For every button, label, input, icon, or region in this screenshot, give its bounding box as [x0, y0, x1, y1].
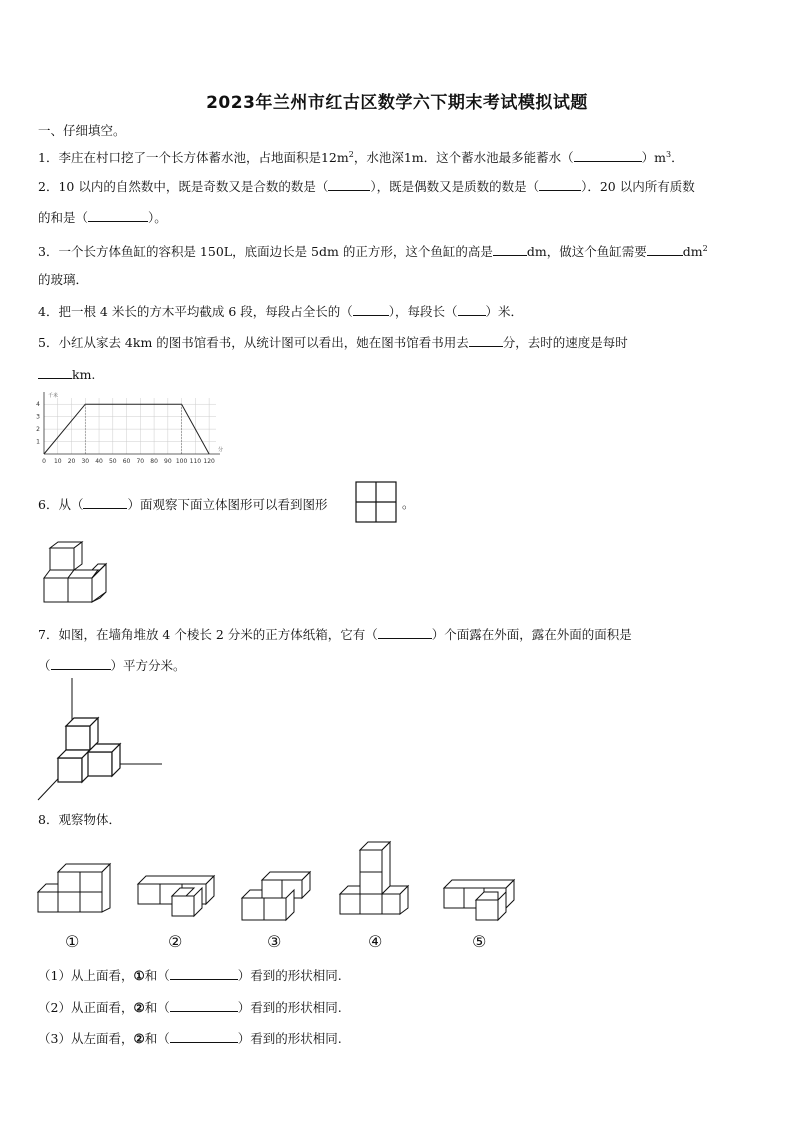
q1-sup-volume: 3: [666, 150, 672, 159]
y-tick-label: 1: [36, 438, 40, 446]
figure-label-3: ③: [267, 932, 282, 951]
section-heading: 一、仔细填空。: [38, 123, 126, 138]
q8-sub1-text-c: ）看到的形状相同.: [237, 968, 342, 983]
q8-figure-4: [338, 842, 412, 918]
q8-figure-2: [136, 872, 218, 920]
q3-text-a: 3．一个长方体鱼缸的容积是 150L，底面边长是 5dm 的正方形，这个鱼缸的高是: [38, 244, 493, 260]
q8-sub1-text-b: 和（: [144, 968, 170, 983]
question-5-line-1: [38, 334, 628, 351]
answer-blank[interactable]: [170, 967, 238, 980]
x-tick-label: 120: [203, 458, 215, 465]
q8-sub-3: [38, 1030, 342, 1047]
q6-cube-stack-figure: [40, 540, 110, 606]
q3-text-c: dm: [682, 244, 703, 260]
q1-text-c: ，水池深: [353, 150, 404, 166]
q7-text-d: ）平方分米。: [110, 658, 186, 673]
q1-sup-area: 2: [348, 150, 354, 159]
q7-text-b: ）个面露在外面，露在外面的面积是: [431, 627, 632, 642]
x-tick-label: 110: [189, 458, 202, 465]
answer-blank[interactable]: [493, 243, 527, 256]
x-tick-label: 20: [67, 458, 76, 465]
q4-text-b: ），每段长（: [388, 304, 458, 319]
y-axis-label: 千米: [48, 393, 59, 399]
answer-blank[interactable]: [170, 999, 238, 1012]
q3-sup: 2: [702, 244, 708, 253]
answer-blank[interactable]: [51, 657, 111, 670]
answer-blank[interactable]: [38, 366, 72, 379]
q6-text-a: 6．从（: [38, 497, 84, 512]
q8-sub2-ref: ②: [133, 1000, 145, 1015]
figure-label-5: ⑤: [472, 932, 487, 951]
q8-figure-1: [36, 860, 112, 916]
x-tick-label: 70: [136, 458, 145, 465]
question-7-line-2: [38, 657, 186, 674]
q8-sub3-text-a: （3）从左面看，: [38, 1031, 134, 1046]
question-6: [38, 496, 327, 513]
q5-text-c: km.: [72, 367, 96, 382]
answer-blank[interactable]: [378, 626, 432, 639]
question-5-line-2: [38, 366, 95, 383]
x-tick-label: 0: [42, 458, 46, 465]
q7-text-c: （: [38, 658, 51, 673]
answer-blank[interactable]: [88, 209, 148, 222]
q8-sub1-ref: ①: [133, 968, 145, 983]
q2-text-a: 2．10 以内的自然数中，既是奇数又是合数的数是（: [38, 179, 329, 194]
q6-end-punct: 。: [402, 496, 415, 511]
q8-sub3-text-b: 和（: [144, 1031, 170, 1046]
q5-text-a: 5．小红从家去 4km 的图书馆看书，从统计图可以看出，她在图书馆看书用去: [38, 335, 469, 350]
figure-label-1: ①: [65, 932, 80, 951]
x-tick-label: 40: [95, 458, 103, 465]
q4-text-c: ）米．: [485, 304, 524, 319]
figure-label-4: ④: [368, 932, 383, 951]
q8-sub-2: [38, 999, 342, 1016]
q1-text-e: ）m: [641, 150, 667, 166]
question-1: [38, 147, 684, 166]
x-tick-label: 10: [53, 458, 62, 465]
x-axis-label: 分: [218, 447, 224, 453]
q1-text-b: 12m: [320, 150, 349, 166]
question-7-line-1: [38, 626, 632, 643]
answer-blank[interactable]: [647, 243, 683, 256]
answer-blank[interactable]: [539, 178, 581, 191]
x-tick-label: 60: [122, 458, 131, 465]
q8-sub3-ref: ②: [133, 1031, 145, 1046]
answer-blank[interactable]: [170, 1030, 238, 1043]
answer-blank[interactable]: [83, 496, 127, 509]
q1-text-f: ．: [671, 150, 684, 166]
x-tick-label: 100: [175, 458, 188, 465]
x-tick-label: 80: [150, 458, 158, 465]
q2-text-e: ）。: [148, 210, 167, 225]
q6-text-b: ）面观察下面立体图形可以看到图形: [127, 497, 328, 512]
q8-sub1-text-a: （1）从上面看，: [38, 968, 134, 983]
q4-text-a: 4．把一根 4 米长的方木平均截成 6 段，每段占全长的（: [38, 304, 353, 319]
figure-label-2: ②: [168, 932, 183, 951]
q8-sub2-text-b: 和（: [144, 1000, 170, 1015]
q8-sub-1: [38, 967, 342, 984]
q8-sub2-text-a: （2）从正面看，: [38, 1000, 134, 1015]
q8-figure-3: [240, 872, 314, 922]
q2-text-d: 的和是（: [38, 210, 89, 225]
view-grid-figure: [355, 481, 397, 523]
q2-text-c: ）．20 以内所有质数: [581, 179, 695, 194]
answer-blank[interactable]: [469, 334, 503, 347]
answer-blank[interactable]: [353, 303, 389, 316]
q7-text-a: 7．如图，在墙角堆放 4 个棱长 2 分米的正方体纸箱，它有（: [38, 627, 378, 642]
q2-text-b: ），既是偶数又是质数的数是（: [370, 179, 540, 194]
y-tick-label: 4: [36, 401, 40, 409]
wall-corner-boxes-figure: [36, 678, 166, 804]
question-2-line-2: [38, 209, 167, 226]
x-tick-label: 90: [164, 458, 172, 465]
answer-blank[interactable]: [574, 149, 642, 162]
x-tick-label: 50: [108, 458, 117, 465]
question-2-line-1: [38, 178, 695, 195]
distance-time-chart: [30, 392, 224, 472]
answer-blank[interactable]: [458, 303, 486, 316]
q5-text-b: 分，去时的速度是每时: [502, 335, 628, 350]
q8-sub2-text-c: ）看到的形状相同.: [237, 1000, 342, 1015]
y-tick-label: 2: [36, 426, 40, 434]
question-3-line-2: 的玻璃．: [38, 272, 89, 287]
q1-text-a: 1．李庄在村口挖了一个长方体蓄水池，占地面积是: [38, 150, 321, 166]
question-4: [38, 303, 523, 320]
answer-blank[interactable]: [328, 178, 370, 191]
q3-text-b: dm，做这个鱼缸需要: [526, 244, 647, 260]
question-3-line-1: [38, 241, 708, 260]
q1-text-d: 1m．这个蓄水池最多能蓄水（: [403, 150, 574, 166]
y-tick-label: 3: [36, 413, 40, 421]
q8-figure-5: [442, 876, 518, 922]
q8-sub3-text-c: ）看到的形状相同.: [237, 1031, 342, 1046]
page-title: 2023年兰州市红古区数学六下期末考试模拟试题: [206, 93, 588, 113]
x-tick-label: 30: [81, 458, 90, 465]
question-8-title: 8．观察物体．: [38, 812, 121, 827]
